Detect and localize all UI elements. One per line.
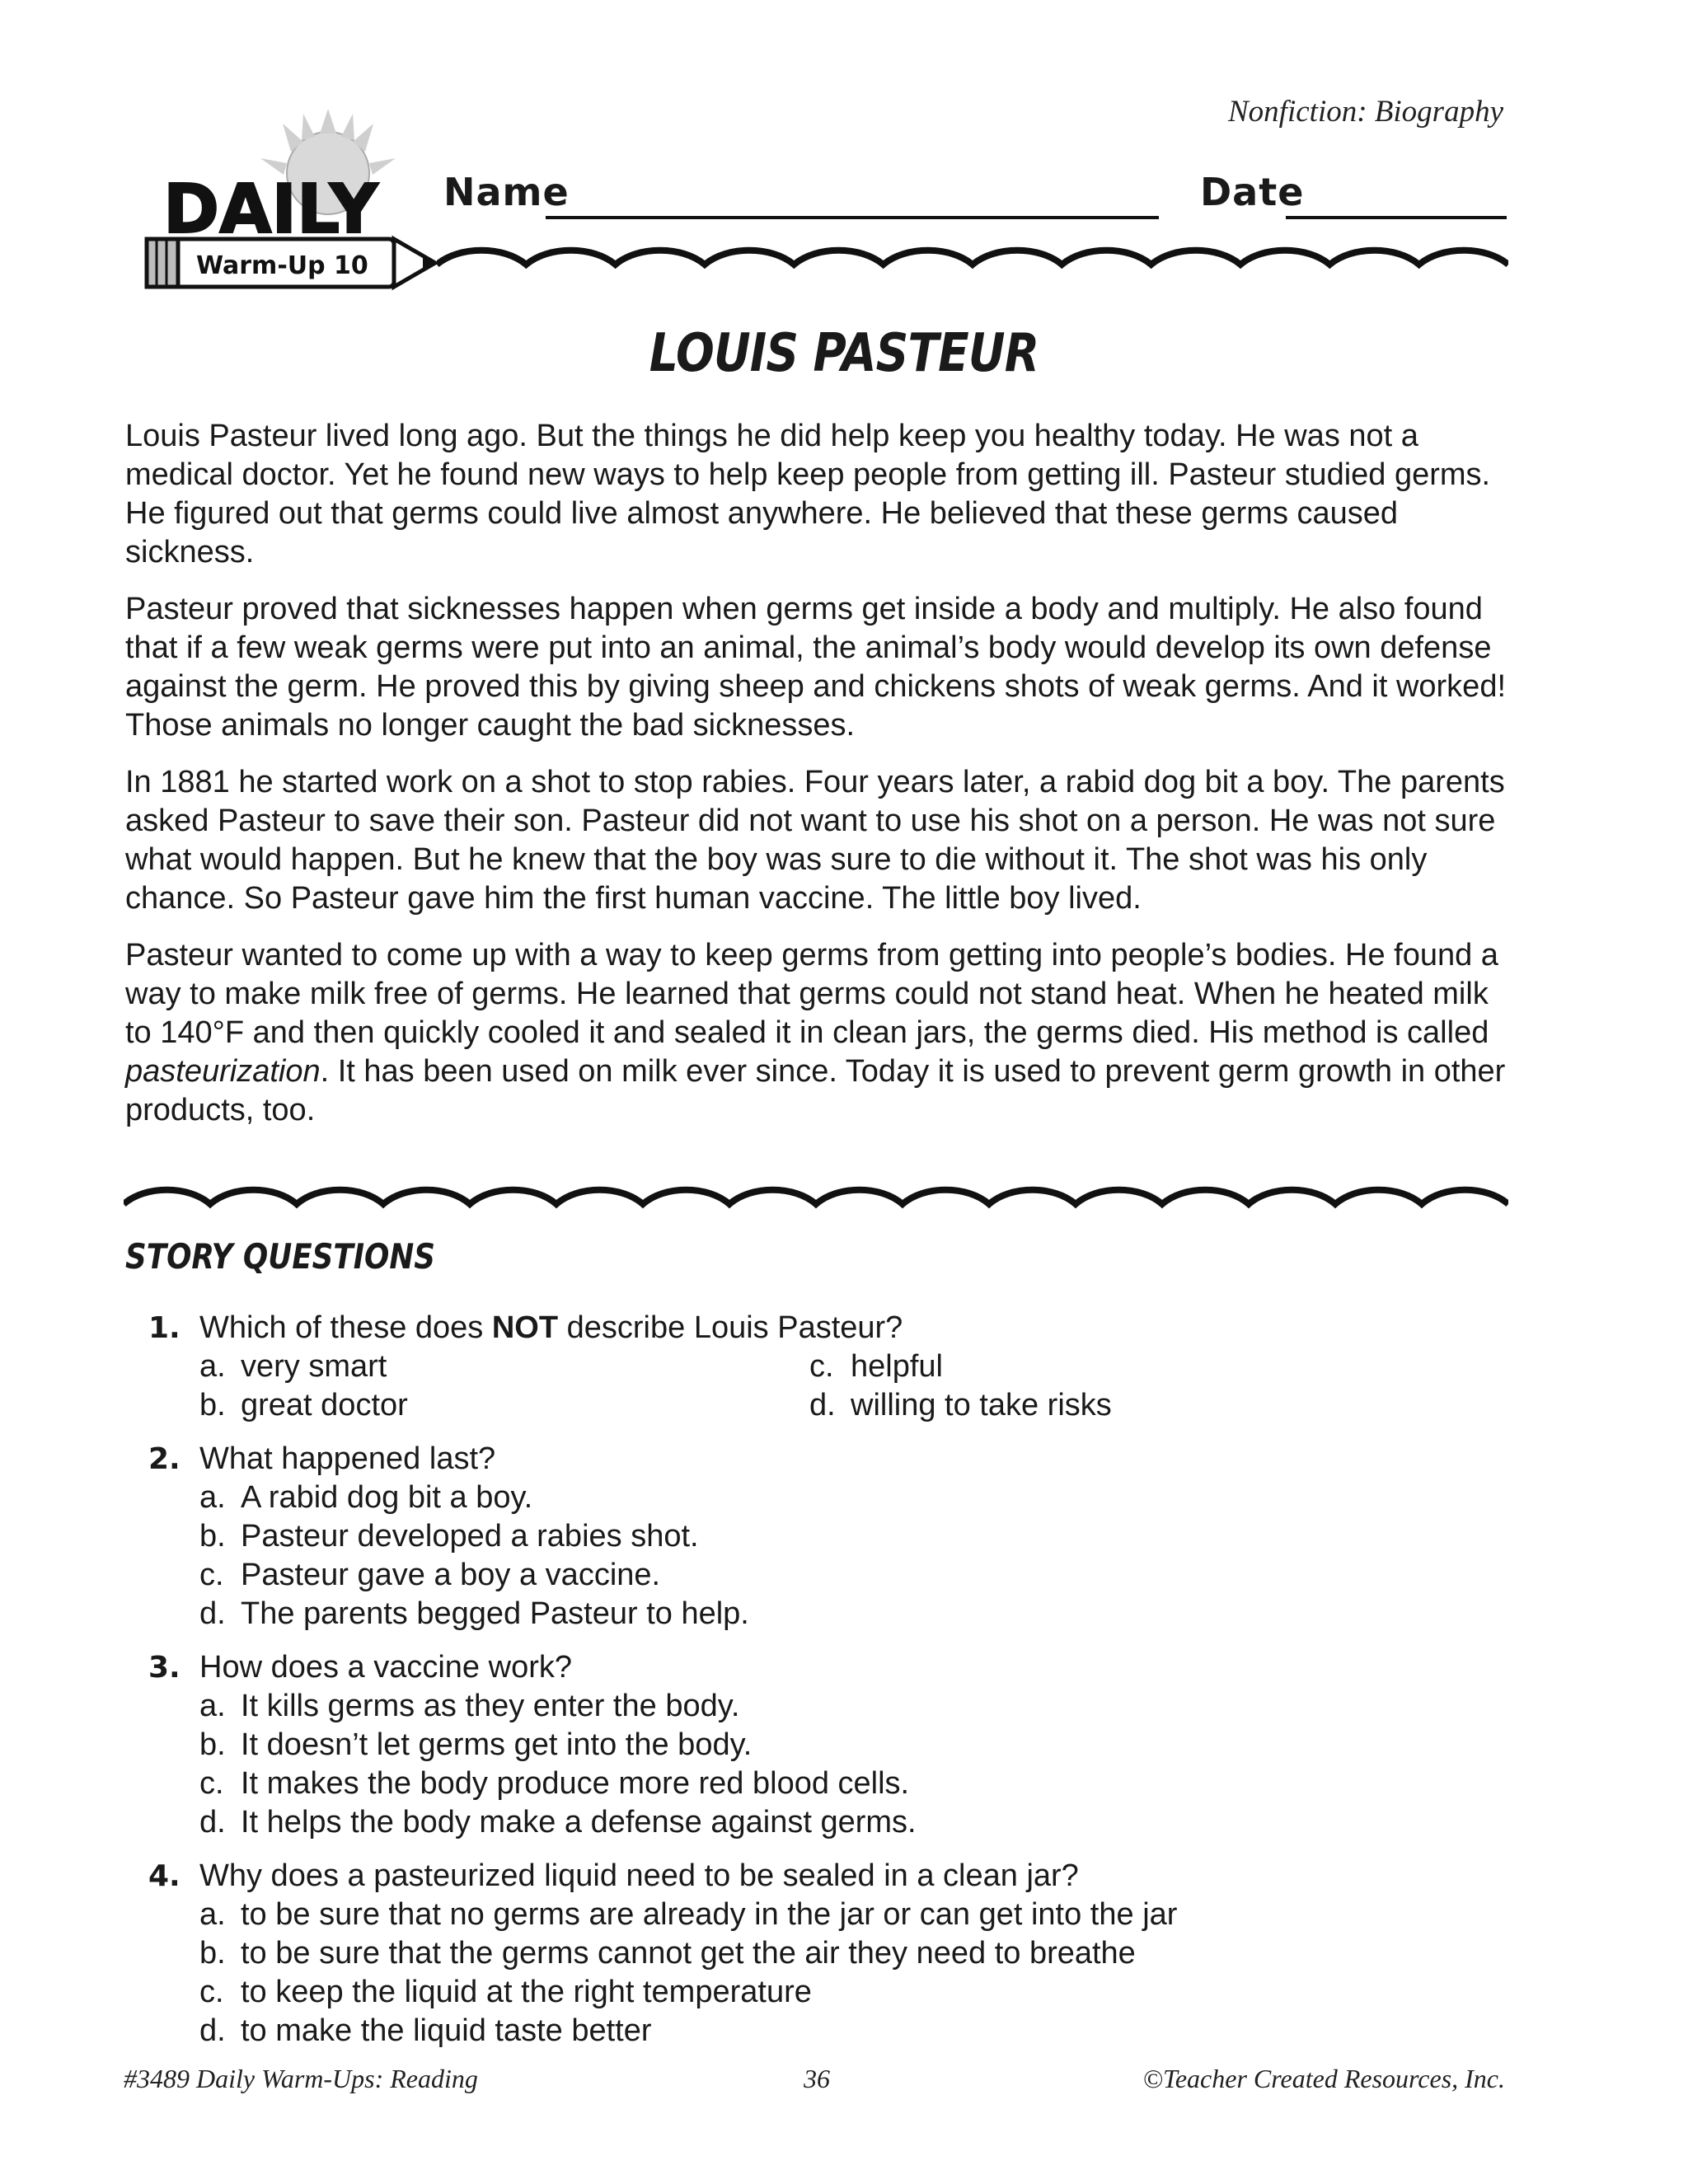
answer-option[interactable]: d. It helps the body make a defense against germs.: [199, 1805, 917, 1840]
question-number: 1.: [148, 1311, 181, 1345]
questions-list: [148, 1309, 1484, 2065]
question-4: [148, 1857, 1484, 2050]
question-number: 4.: [148, 1859, 181, 1893]
answer-option[interactable]: d. willing to take risks: [809, 1388, 1112, 1422]
answer-option[interactable]: c. to keep the liquid at the right temperature: [199, 1975, 812, 2009]
passage: [125, 417, 1518, 1148]
question-number: 3.: [148, 1651, 181, 1685]
passage-paragraph: In 1881 he started work on a shot to stop rabies. Four years later, a rabid dog bit a boy. The parents asked Pasteur to save their son. Pasteur did not want to use his shot on a person. He was not sure what would happen. But he knew that the boy was sure to die without it. The shot was his only chance. So Pasteur gave him the first human vaccine. The little boy lived.: [125, 765, 1505, 916]
pasteurization-term: pasteurization: [125, 1054, 321, 1089]
page-number: 36: [804, 2064, 830, 2093]
footer-copyright: ©Teacher Created Resources, Inc.: [1142, 2064, 1505, 2093]
question-text: How does a vaccine work?: [199, 1650, 572, 1685]
question-text: What happened last?: [199, 1441, 496, 1476]
page-title: LOUIS PASTEUR: [649, 323, 1039, 384]
question-number: 2.: [148, 1442, 181, 1476]
question-text: Which of these does NOT describe Louis Pasteur?: [199, 1310, 903, 1345]
date-field[interactable]: [1286, 216, 1507, 219]
footer-book-title: #3489 Daily Warm-Ups: Reading: [124, 2064, 478, 2093]
answer-option[interactable]: c. helpful: [809, 1349, 943, 1384]
passage-text: . It has been used on milk ever since. Today it is used to prevent germ growth in other products, too.: [125, 1054, 1506, 1127]
answer-option[interactable]: b. great doctor: [199, 1388, 408, 1422]
answer-option[interactable]: a. A rabid dog bit a boy.: [199, 1480, 533, 1515]
section-wave-divider: [124, 1183, 1508, 1225]
logo-word: DAILY: [163, 171, 378, 249]
answer-option[interactable]: a. very smart: [199, 1349, 387, 1384]
answer-option[interactable]: c. Pasteur gave a boy a vaccine.: [199, 1558, 661, 1592]
header-wave-divider: [437, 244, 1508, 285]
not-emphasis: NOT: [491, 1310, 559, 1345]
logo-subtitle: Warm-Up 10: [196, 251, 368, 280]
passage-text: Pasteur wanted to come up with a way to keep germs from getting into people’s bodies. He found a way to make milk free of germs. He learned that germs could not stand heat. When he heated milk to 140°F and then quickly cooled it and sealed it in clean jars, the germs died. His method is called: [125, 938, 1498, 1050]
answer-option[interactable]: c. It makes the body produce more red blood cells.: [199, 1766, 910, 1801]
daily-warmup-logo: [138, 109, 468, 307]
question-text: Why does a pasteurized liquid need to be sealed in a clean jar?: [199, 1858, 1079, 1893]
answer-option[interactable]: b. to be sure that the germs cannot get the air they need to breathe: [199, 1936, 1136, 1971]
answer-option[interactable]: d. to make the liquid taste better: [199, 2013, 652, 2048]
story-questions-heading: STORY QUESTIONS: [125, 1236, 435, 1277]
question-1: [148, 1309, 1484, 1425]
date-label: Date: [1200, 170, 1305, 214]
answer-option[interactable]: a. to be sure that no germs are already in the jar or can get into the jar: [199, 1897, 1178, 1932]
passage-paragraph: Pasteur proved that sicknesses happen when germs get inside a body and multiply. He also found that if a few weak germs were put into an animal, the animal’s body would develop its own defense against the germ. He proved this by giving sheep and chickens shots of weak germs. And it worked! Those animals no longer caught the bad sicknesses.: [125, 592, 1507, 743]
passage-paragraph: [125, 936, 1518, 1130]
answer-option[interactable]: d. The parents begged Pasteur to help.: [199, 1596, 749, 1631]
answer-option[interactable]: b. Pasteur developed a rabies shot.: [199, 1519, 699, 1554]
answer-option[interactable]: a. It kills germs as they enter the body.: [199, 1689, 740, 1723]
question-2: [148, 1440, 1484, 1633]
answer-option[interactable]: b. It doesn’t let germs get into the body.: [199, 1727, 753, 1762]
name-field[interactable]: [546, 216, 1159, 219]
question-3: [148, 1648, 1484, 1842]
genre-label: Nonfiction: Biography: [1228, 95, 1503, 129]
passage-paragraph: Louis Pasteur lived long ago. But the things he did help keep you healthy today. He was not a medical doctor. Yet he found new ways to help keep people from getting ill. Pasteur studied germs. He figured out that germs could live almost anywhere. He believed that these germs caused sickness.: [125, 419, 1491, 569]
name-label: Name: [443, 170, 570, 214]
answer-options: [199, 1347, 1484, 1425]
